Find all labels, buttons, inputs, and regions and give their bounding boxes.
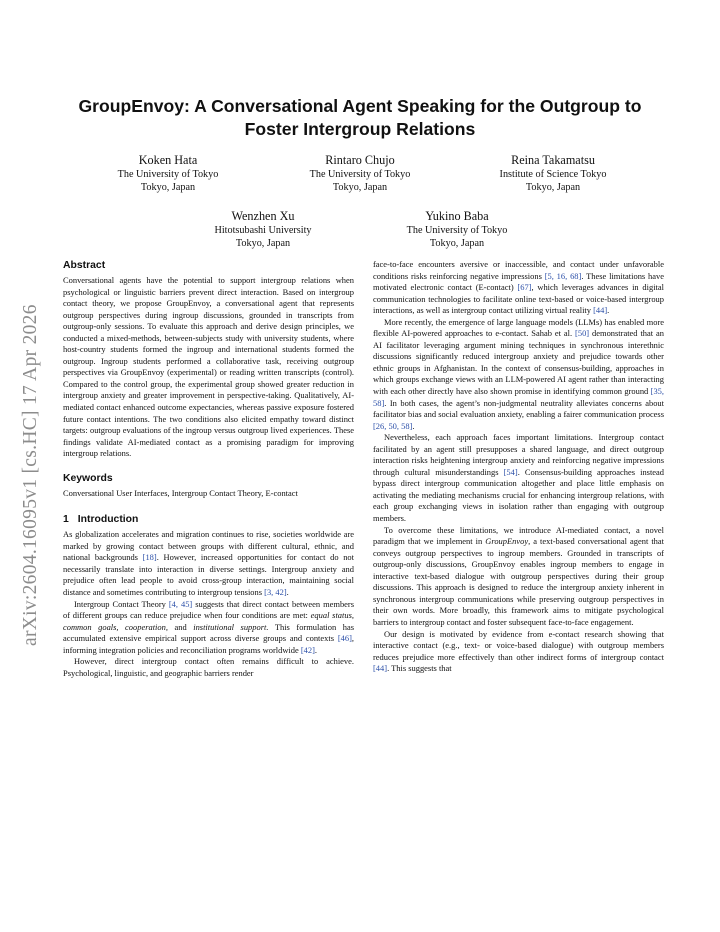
author-block: [384, 208, 530, 250]
left-column: [63, 259, 354, 679]
author-name: Wenzhen Xu: [231, 209, 295, 223]
author-affiliation: The University of Tokyo: [406, 225, 508, 236]
body-paragraph: Nevertheless, each approach faces important limitations. Intergroup contact facilitated by an agent still presupposes a shared language, and direct outgroup interaction risks heightening intergroup anxiety and reinforcing negative impressions through cultural misunderstandings [54]. Consensus-building approaches instead bypass direct intergroup communication altogether and place little emphasis on activating the mediating mechanisms crucial for enhancing intergroup relations, with each group exchanging views in isolation rather than engaging with outgroup members.: [373, 432, 664, 524]
body-paragraph: To overcome these limitations, we introduce AI-mediated contact, a novel paradigm that we implement in GroupEnvoy, a text-based conversational agent that conveys outgroup perspectives to ingroup members. Grounded in transcripts of outgroup-only discussions, GroupEnvoy enables ingroup members to engage in interactive text-based dialogue with outgroup perspectives during their group discussions. This approach is designed to reduce the intergroup anxiety inherent in synchronous intergroup communications while preserving outgroup perspectives in their own words. More broadly, this framework aims to mitigate psychological barriers to intergroup contact and foster subsequent face-to-face engagement.: [373, 524, 664, 627]
citation-link[interactable]: [44]: [373, 663, 388, 674]
section-heading: [63, 513, 354, 526]
citation-link[interactable]: [5, 16, 68]: [544, 270, 582, 281]
body-paragraph: More recently, the emergence of large language models (LLMs) has enabled more flexible AI-powered approaches to e-contact. Sahab et al. [50] demonstrated that an AI facilitator leveraging argument mining techniques in synchronous interethnic discussions significantly reduced intergroup anxiety and prejudice towards other ethnic groups in Afghanistan. In the context of consensus-building, approaches in which groups exchange views with an LLM-powered AI agent rather than interacting with each other directly have also shown promise in identifying common ground [35, 58]. In both cases, the agent’s non-judgmental neutrality alleviates concerns about facilitator bias and social evaluation anxiety, enabling a fairer communication process [26, 50, 58].: [373, 316, 665, 431]
body-paragraph: Our design is motivated by evidence from e-contact research showing that interactive contact (e.g., text- or voice-based dialogue) with outgroup members reduces prejudice more effectively than other indirect forms of intergroup contact [44]. This suggests that: [373, 628, 664, 674]
author-name: Rintaro Chujo: [325, 153, 395, 167]
author-name: Yukino Baba: [425, 209, 489, 223]
citation-link[interactable]: [18]: [142, 552, 157, 563]
citation-link[interactable]: [42]: [300, 644, 315, 655]
author-name: Reina Takamatsu: [511, 153, 595, 167]
citation-link[interactable]: [46]: [337, 633, 352, 644]
arxiv-stamp: arXiv:2604.16095v1 [cs.HC] 17 Apr 2026: [20, 304, 41, 646]
author-location: Tokyo, Japan: [525, 182, 581, 193]
citation-link[interactable]: [44]: [593, 305, 608, 316]
author-location: Tokyo, Japan: [140, 182, 196, 193]
author-block: [190, 208, 336, 250]
author-location: Tokyo, Japan: [332, 182, 388, 193]
author-location: Tokyo, Japan: [429, 238, 485, 249]
author-affiliation: Institute of Science Tokyo: [499, 169, 607, 180]
body-paragraph: face-to-face encounters aversive or inaccessible, and contact under unfavorable conditions risks reinforcing negative impressions [5, 16, 68]. These limitations have motivated electronic contact (E-contact) [67], which leverages advances in digital communication technologies to facilitate online text-based or voice-based intergroup interactions, as well as intergroup contact utilizing virtual reality [44].: [373, 259, 664, 316]
citation-link[interactable]: [50]: [575, 328, 590, 339]
body-paragraph: However, direct intergroup contact often remains difficult to achieve. Psychological, linguistic, and geographic barriers render: [63, 656, 354, 678]
citation-link[interactable]: [35, 58]: [373, 386, 664, 408]
body-paragraph: Intergroup Contact Theory [4, 45] suggests that direct contact between members of different groups can reduce prejudice when four conditions are met: equal status, common goals, cooperation, and institutional support. This formulation has accumulated extensive empirical support across diverse groups and contexts [46], informing integration policies and reconciliation programs worldwide [42].: [63, 598, 355, 655]
citation-link[interactable]: [26, 50, 58]: [373, 420, 413, 431]
keywords-heading: Keywords: [63, 472, 113, 484]
citation-link[interactable]: [54]: [503, 466, 518, 477]
author-name: Koken Hata: [138, 153, 198, 167]
author-block: [476, 152, 630, 194]
keywords-text: Conversational User Interfaces, Intergroup Contact Theory, E-contact: [63, 487, 298, 498]
section-title: Introduction: [77, 514, 139, 526]
abstract-text: Conversational agents have the potential to support intergroup relations when psychological or linguistic barriers prevent direct interaction. Based on intergroup contact theory, we propose GroupEnvoy, a conversational agent that represents outgroup perspectives during ingroup discussions, grounded in transcripts from outgroup-only sessions. To evaluate this approach and derive design principles, we conducted a mixed-methods, between-subjects study with university students, where host-country students formed the ingroup and international students formed the outgroup. Ingroup students performed a collaborative task, receiving outgroup perspectives via GroupEnvoy (experimental) or reading written transcripts (control). Compared to the control group, the experimental group showed greater reduction in intergroup anxiety and greater improvement in perspective-taking. Qualitatively, AI-mediated contact enhanced outcome expectancies, whereas passive exposure fostered future contact intentions. The two conditions also elicited empathy toward distinct targets: outgroup evaluations of the ingroup versus outgroup lived experiences. These findings validate AI-mediated contact as a promising paradigm for improving intergroup relations.: [63, 275, 354, 459]
author-location: Tokyo, Japan: [235, 238, 291, 249]
abstract-heading: Abstract: [63, 260, 106, 271]
paper-title: GroupEnvoy: A Conversational Agent Speaking for the Outgroup to Foster Intergroup Relations: [78, 96, 642, 139]
author-affiliation: The University of Tokyo: [309, 169, 411, 180]
citation-link[interactable]: [67]: [517, 282, 532, 293]
citation-link[interactable]: [3, 42]: [264, 587, 287, 598]
body-paragraph: As globalization accelerates and migration continues to rise, societies worldwide are marked by growing contact between groups with different cultural, ethnic, and national backgrounds [18]. However, increased opportunities for contact do not necessarily translate into interaction in diverse settings. Intergroup anxiety and prejudice often lead people to avoid cross-group interaction, maintaining social distance and sometimes contributing to intergroup tensions [3, 42].: [63, 529, 354, 598]
right-column: [373, 259, 664, 675]
author-block: [285, 152, 435, 194]
citation-link[interactable]: [4, 45]: [168, 598, 193, 609]
author-block: [98, 152, 238, 194]
section-number: 1: [63, 514, 69, 526]
author-affiliation: The University of Tokyo: [117, 169, 219, 180]
author-affiliation: Hitotsubashi University: [214, 225, 312, 236]
